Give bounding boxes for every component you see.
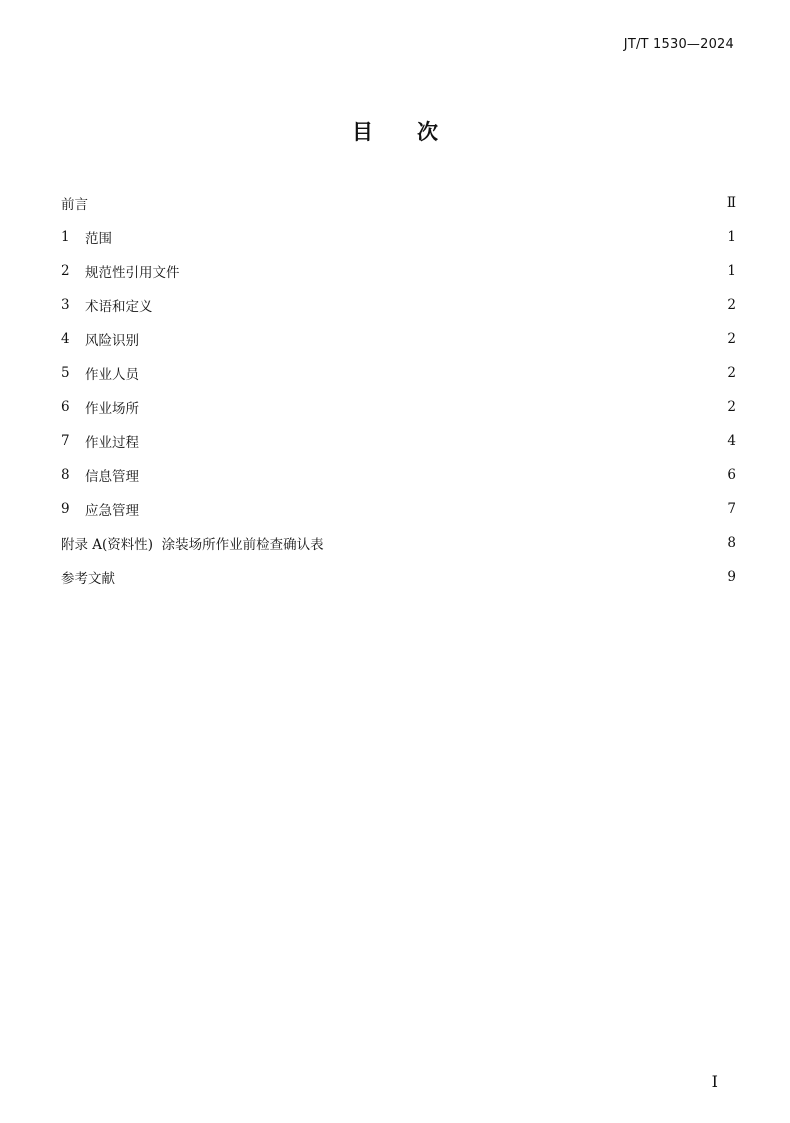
dot-leader xyxy=(118,230,724,244)
toc-entry-scope[interactable] xyxy=(61,220,736,254)
standard-code: JT/T 1530—2024 xyxy=(623,37,734,52)
toc-entry-label: 应急管理 xyxy=(85,503,139,519)
toc-page-number: 8 xyxy=(727,535,736,551)
page-folio: I xyxy=(711,1072,718,1091)
toc-section-number: 6 xyxy=(61,399,70,415)
toc-entry-information-management[interactable] xyxy=(61,458,736,492)
dot-leader xyxy=(145,400,724,414)
page-title xyxy=(0,116,790,146)
toc-page-number: 9 xyxy=(727,569,736,585)
toc-entry-normative-references[interactable] xyxy=(61,254,736,288)
toc-section-number: 2 xyxy=(61,263,70,279)
toc-entry-label: 前言 xyxy=(61,197,88,213)
toc-entry-work-process[interactable] xyxy=(61,424,736,458)
toc-section-number: 8 xyxy=(61,467,70,483)
toc-section-number: 9 xyxy=(61,501,70,517)
toc-entry-risk-identification[interactable] xyxy=(61,322,736,356)
toc-entry-workplace[interactable] xyxy=(61,390,736,424)
toc-section-number: 3 xyxy=(61,297,70,313)
dot-leader xyxy=(330,536,725,550)
toc-entry-label: 规范性引用文件 xyxy=(85,265,180,281)
dot-leader xyxy=(159,298,725,312)
toc-entry-appendix-a[interactable] xyxy=(61,526,736,560)
toc-entry-emergency-management[interactable] xyxy=(61,492,736,526)
dot-leader xyxy=(145,366,724,380)
dot-leader xyxy=(145,468,724,482)
toc-page-number: 1 xyxy=(727,263,736,279)
toc-entry-label: 信息管理 xyxy=(85,469,139,485)
toc-entry-label: 附录 A(资料性) 涂装场所作业前检查确认表 xyxy=(61,537,324,553)
toc-section-number: 1 xyxy=(61,229,70,245)
toc-page-number: 2 xyxy=(727,331,736,347)
dot-leader xyxy=(121,570,724,584)
toc-entry-label: 范围 xyxy=(85,231,112,247)
title-char-2: 次 xyxy=(417,120,438,144)
toc-page-number: 2 xyxy=(727,297,736,313)
toc-section-number: 4 xyxy=(61,331,70,347)
toc-entry-label: 风险识别 xyxy=(85,333,139,349)
toc-entry-terms-definitions[interactable] xyxy=(61,288,736,322)
dot-leader xyxy=(145,434,724,448)
toc-entry-label: 参考文献 xyxy=(61,571,115,587)
toc-entry-label: 术语和定义 xyxy=(85,299,153,315)
dot-leader xyxy=(94,196,724,210)
toc-page-number: 2 xyxy=(727,399,736,415)
toc-page-number: 1 xyxy=(727,229,736,245)
toc-entry-foreword[interactable] xyxy=(61,186,736,220)
toc-entry-personnel[interactable] xyxy=(61,356,736,390)
toc-page-number: Ⅱ xyxy=(726,195,736,211)
toc-section-number: 7 xyxy=(61,433,70,449)
toc-entry-label: 作业人员 xyxy=(85,367,139,383)
toc-page-number: 6 xyxy=(727,467,736,483)
dot-leader xyxy=(145,502,724,516)
toc-section-number: 5 xyxy=(61,365,70,381)
title-char-1: 目 xyxy=(352,120,373,144)
toc-entry-bibliography[interactable] xyxy=(61,560,736,594)
toc-entry-label: 作业场所 xyxy=(85,401,139,417)
dot-leader xyxy=(145,332,724,346)
toc-entry-label: 作业过程 xyxy=(85,435,139,451)
dot-leader xyxy=(186,264,725,278)
toc-page-number: 4 xyxy=(727,433,736,449)
toc-page-number: 2 xyxy=(727,365,736,381)
table-of-contents xyxy=(61,186,736,594)
toc-page-number: 7 xyxy=(727,501,736,517)
